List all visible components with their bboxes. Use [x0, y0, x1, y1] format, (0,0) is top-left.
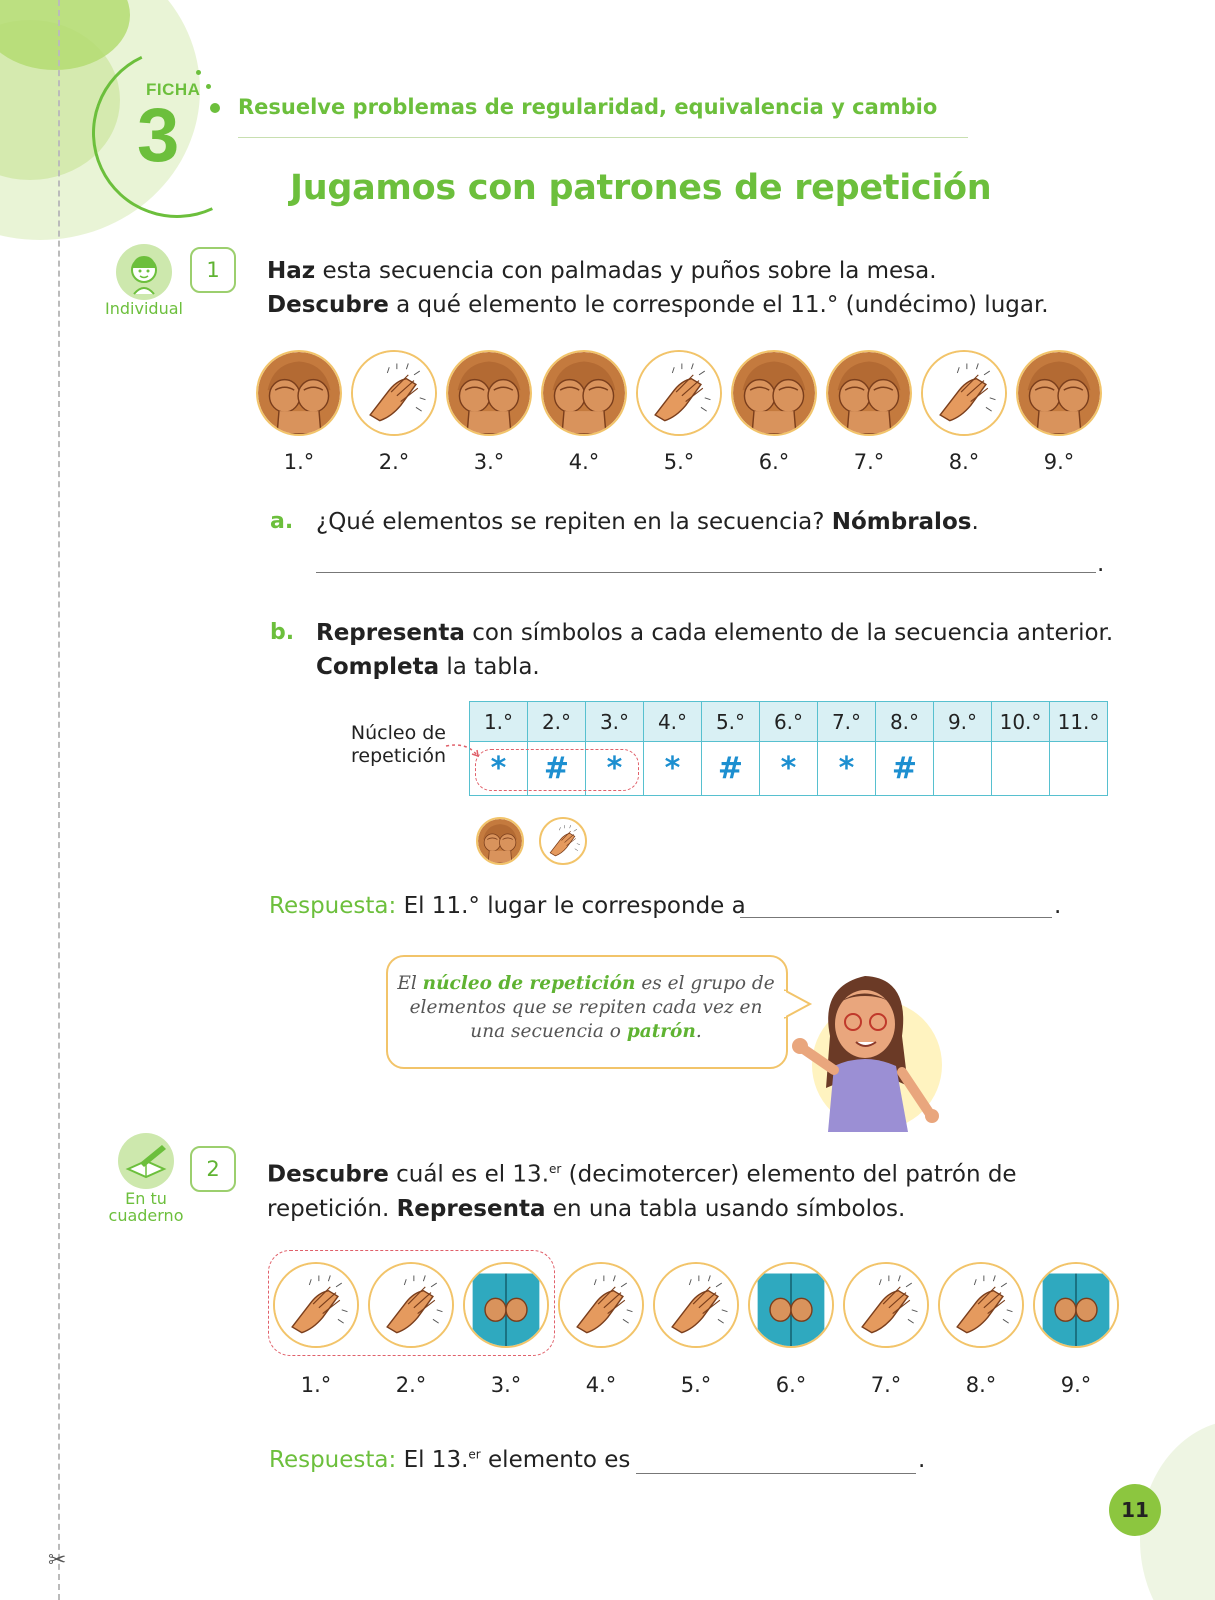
activity-number-badge: 2	[190, 1146, 236, 1192]
answer-line-2[interactable]	[636, 1473, 916, 1474]
decor-dot	[206, 84, 211, 89]
answer-text: elemento es	[480, 1447, 631, 1473]
answer-text: El 11.° lugar le corresponde a	[396, 893, 746, 919]
ordinal-label: 2.°	[395, 1373, 427, 1397]
activity-number-badge: 1	[190, 247, 236, 293]
answer-line-1[interactable]	[740, 917, 1052, 918]
speech-bold: patrón	[626, 1021, 696, 1042]
table-header-cell: 11.°	[1050, 702, 1108, 742]
mode-label-individual: Individual	[105, 299, 183, 318]
ordinal-label: 3.°	[473, 450, 505, 474]
ordinal-label: 9.°	[1060, 1373, 1092, 1397]
mode-label-line2: cuaderno	[108, 1206, 184, 1225]
speech-part: .	[695, 1021, 702, 1042]
fists-icon	[731, 350, 817, 436]
clap-icon	[843, 1262, 929, 1348]
speech-text	[396, 972, 776, 1044]
fists-icon	[826, 350, 912, 436]
table-header-cell: 8.°	[876, 702, 934, 742]
ordinal-label: 8.°	[948, 450, 980, 474]
instruction-text: repetición.	[267, 1195, 397, 1222]
symbol-cell: *	[818, 742, 876, 796]
part-b-letter: b.	[270, 620, 295, 645]
answer-2	[269, 1447, 630, 1473]
fists-icon	[446, 350, 532, 436]
speech-part: es el grupo de elementos que se repiten cada vez en una secuencia o	[409, 973, 775, 1042]
ordinal-label: 1.°	[300, 1373, 332, 1397]
part-b-instructions	[316, 616, 1136, 684]
ordinal-label: 1.°	[283, 450, 315, 474]
decor-dot	[196, 70, 201, 75]
verb-representa: Representa	[316, 620, 465, 646]
clap-icon	[938, 1262, 1024, 1348]
ordinal-label: 5.°	[663, 450, 695, 474]
clap-icon	[368, 1262, 454, 1348]
table-header-cell: 9.°	[934, 702, 992, 742]
answer-text: El 13.	[396, 1447, 469, 1473]
symbol-cell: #	[702, 742, 760, 796]
cross-icon	[1033, 1262, 1119, 1348]
instruction-text: a qué elemento le corresponde el 11.° (undécimo) lugar.	[388, 292, 1049, 318]
verb-representa: Representa	[396, 1195, 546, 1222]
instruction-text: la tabla.	[439, 654, 540, 680]
superscript: er	[549, 1162, 562, 1176]
answer-label: Respuesta:	[269, 1447, 397, 1473]
ordinal-label: 4.°	[585, 1373, 617, 1397]
mode-label-cuaderno	[96, 1190, 196, 1224]
clap-icon	[351, 350, 437, 436]
fists-icon	[256, 350, 342, 436]
ordinal-label: 2.°	[378, 450, 410, 474]
table-header-cell: 6.°	[760, 702, 818, 742]
ordinal-label: 3.°	[490, 1373, 522, 1397]
page-number: 11	[1109, 1484, 1161, 1536]
instruction-text: cuál es el 13.	[388, 1161, 549, 1188]
cross-icon	[748, 1262, 834, 1348]
instruction-text: con símbolos a cada elemento de la secuencia anterior.	[464, 620, 1114, 646]
cut-line	[58, 0, 60, 1600]
symbol-cell: #	[876, 742, 934, 796]
empty-cell[interactable]	[992, 742, 1050, 796]
question-end: .	[971, 509, 979, 535]
verb-descubre: Descubre	[267, 292, 389, 318]
symbol-cell: #	[528, 742, 586, 796]
ordinal-label: 6.°	[758, 450, 790, 474]
answer-1	[269, 893, 746, 919]
activity2-instructions	[267, 1152, 1147, 1226]
verb-haz: Haz	[267, 258, 316, 284]
activity1-instructions	[267, 254, 1147, 322]
table-header-cell: 3.°	[586, 702, 644, 742]
ficha-number: 3	[137, 93, 180, 178]
ordinal-label: 5.°	[680, 1373, 712, 1397]
ordinal-label: 9.°	[1043, 450, 1075, 474]
table-header-cell: 2.°	[528, 702, 586, 742]
superscript: er	[468, 1447, 481, 1462]
instruction-text: en una tabla usando símbolos.	[545, 1195, 906, 1222]
table-header-cell: 10.°	[992, 702, 1050, 742]
ordinal-label: 4.°	[568, 450, 600, 474]
competence-text: Resuelve problemas de regularidad, equivalencia y cambio	[238, 95, 938, 119]
page-title: Jugamos con patrones de repetición	[290, 168, 992, 208]
symbol-cell: *	[586, 742, 644, 796]
answer-label: Respuesta:	[269, 893, 397, 919]
verb-descubre: Descubre	[267, 1161, 389, 1188]
question-bold: Nómbralos	[831, 509, 972, 535]
bullet-dot	[210, 103, 220, 113]
nucleo-label-line2: repetición	[351, 745, 446, 767]
symbol-cell: *	[760, 742, 818, 796]
student-head-icon	[116, 244, 172, 300]
ordinal-label: 7.°	[870, 1373, 902, 1397]
ordinal-label: 7.°	[853, 450, 885, 474]
notebook-pencil-icon	[118, 1133, 174, 1189]
scissors-icon: ✂	[48, 1548, 67, 1573]
legend-fists-icon	[476, 817, 524, 865]
empty-cell[interactable]	[934, 742, 992, 796]
speech-part: El	[397, 973, 423, 994]
part-a-question	[316, 505, 979, 539]
instruction-text: (decimotercer) elemento del patrón de	[561, 1161, 1017, 1188]
ordinal-label: 6.°	[775, 1373, 807, 1397]
table-header-cell: 1.°	[470, 702, 528, 742]
clap-icon	[921, 350, 1007, 436]
question-text: ¿Qué elementos se repiten en la secuencia?	[316, 509, 832, 535]
empty-cell[interactable]	[1050, 742, 1108, 796]
nucleo-label-line1: Núcleo de	[350, 722, 446, 744]
symbol-cell: *	[470, 742, 528, 796]
nucleo-oval	[475, 749, 639, 791]
speech-bold: núcleo de repetición	[422, 973, 636, 994]
answer-end: .	[1054, 893, 1062, 919]
fists-icon	[541, 350, 627, 436]
legend-clap-icon	[539, 817, 587, 865]
fists-icon	[1016, 350, 1102, 436]
part-a-letter: a.	[270, 509, 294, 534]
clap-icon	[636, 350, 722, 436]
clap-icon	[653, 1262, 739, 1348]
clap-icon	[558, 1262, 644, 1348]
cross-icon	[463, 1262, 549, 1348]
answer-line-end: .	[1097, 551, 1105, 577]
table-header-cell: 4.°	[644, 702, 702, 742]
table-header-row	[470, 702, 1108, 742]
symbol-cell: *	[644, 742, 702, 796]
ficha-label: FICHA	[146, 80, 201, 99]
ordinal-label: 8.°	[965, 1373, 997, 1397]
clap-icon	[273, 1262, 359, 1348]
nucleo-label	[330, 722, 446, 768]
table-header-cell: 7.°	[818, 702, 876, 742]
answer-line-a[interactable]	[316, 572, 1096, 573]
verb-completa: Completa	[316, 654, 440, 680]
header-rule	[238, 137, 968, 138]
table-header-cell: 5.°	[702, 702, 760, 742]
instruction-text: esta secuencia con palmadas y puños sobre la mesa.	[315, 258, 937, 284]
answer-end: .	[918, 1447, 926, 1473]
mode-label-line1: En tu	[125, 1189, 167, 1208]
girl-illustration	[790, 966, 950, 1132]
